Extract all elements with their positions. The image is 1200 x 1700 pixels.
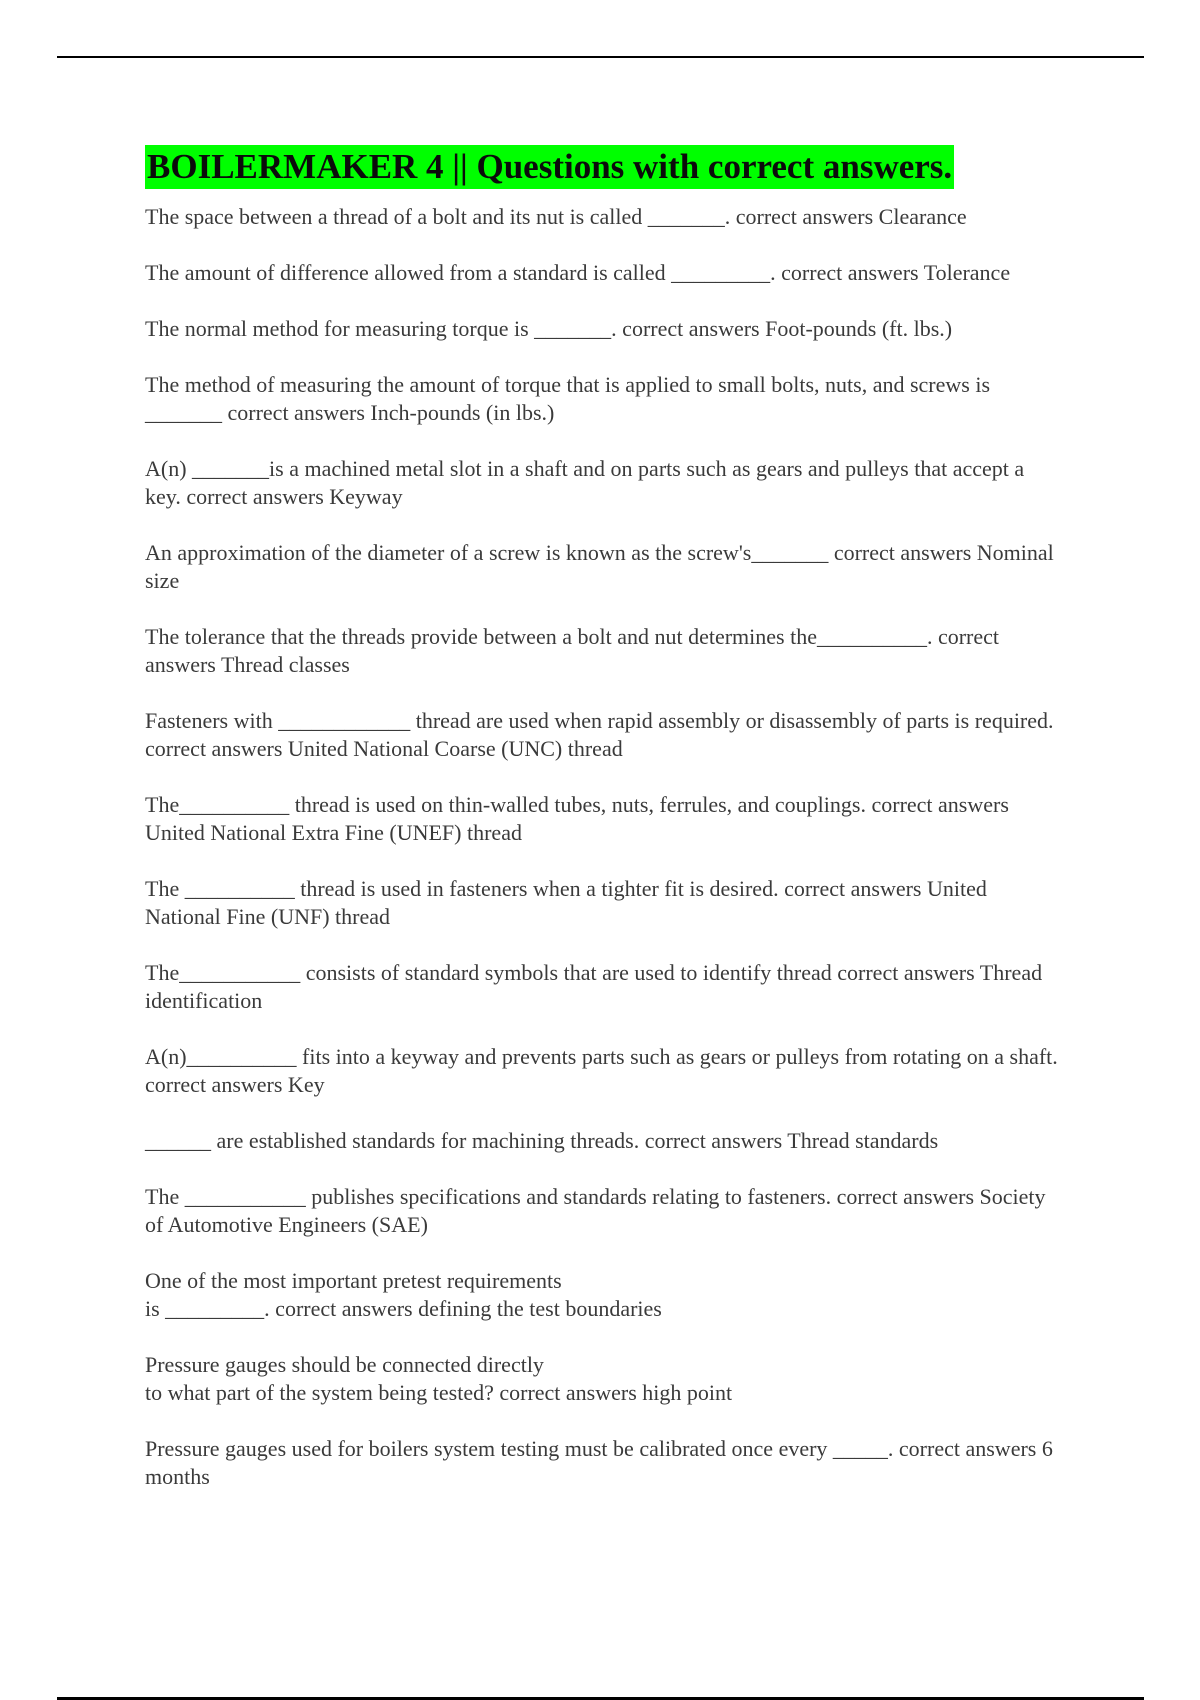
qa-item: ______ are established standards for machining threads. correct answers Thread standards [145,1128,939,1153]
document-body [145,145,1065,1519]
qa-item: The___________ consists of standard symbols that are used to identify thread correct answers Thread identification [145,960,1043,1013]
qa-item: A(n) _______is a machined metal slot in a shaft and on parts such as gears and pulleys that accept a key. correct answers Keyway [145,456,1025,509]
qa-item: An approximation of the diameter of a screw is known as the screw's_______ correct answers Nominal size [145,540,1054,593]
qa-item: Fasteners with ____________ thread are used when rapid assembly or disassembly of parts is required. correct answers United National Coarse (UNC) thread [145,708,1054,761]
qa-item: The method of measuring the amount of torque that is applied to small bolts, nuts, and screws is _______ correct answers Inch-pounds (in lbs.) [145,372,991,425]
qa-item: Pressure gauges should be connected directly to what part of the system being tested? correct answers high point [145,1352,733,1405]
document-title: BOILERMAKER 4 || Questions with correct answers. [145,145,954,189]
qa-item: The __________ thread is used in fasteners when a tighter fit is desired. correct answers United National Fine (UNF) thread [145,876,987,929]
qa-item: A(n)__________ fits into a keyway and prevents parts such as gears or pulleys from rotating on a shaft. correct answers Key [145,1044,1058,1097]
qa-item: One of the most important pretest requirements is _________. correct answers defining the test boundaries [145,1268,662,1321]
qa-item: The__________ thread is used on thin-walled tubes, nuts, ferrules, and couplings. correct answers United National Extra Fine (UNEF) thread [145,792,1009,845]
header-rule [57,56,1144,58]
qa-item: The amount of difference allowed from a standard is called _________. correct answers Tolerance [145,260,1011,285]
qa-item: The ___________ publishes specifications and standards relating to fasteners. correct answers Society of Automotive Engineers (SAE) [145,1184,1046,1237]
qa-item: Pressure gauges used for boilers system testing must be calibrated once every _____. correct answers 6 months [145,1436,1053,1489]
qa-list [145,203,1065,1491]
qa-item: The tolerance that the threads provide between a bolt and nut determines the__________. correct answers Thread classes [145,624,1000,677]
qa-item: The normal method for measuring torque is _______. correct answers Foot-pounds (ft. lbs.) [145,316,953,341]
qa-item: The space between a thread of a bolt and its nut is called _______. correct answers Clearance [145,204,967,229]
